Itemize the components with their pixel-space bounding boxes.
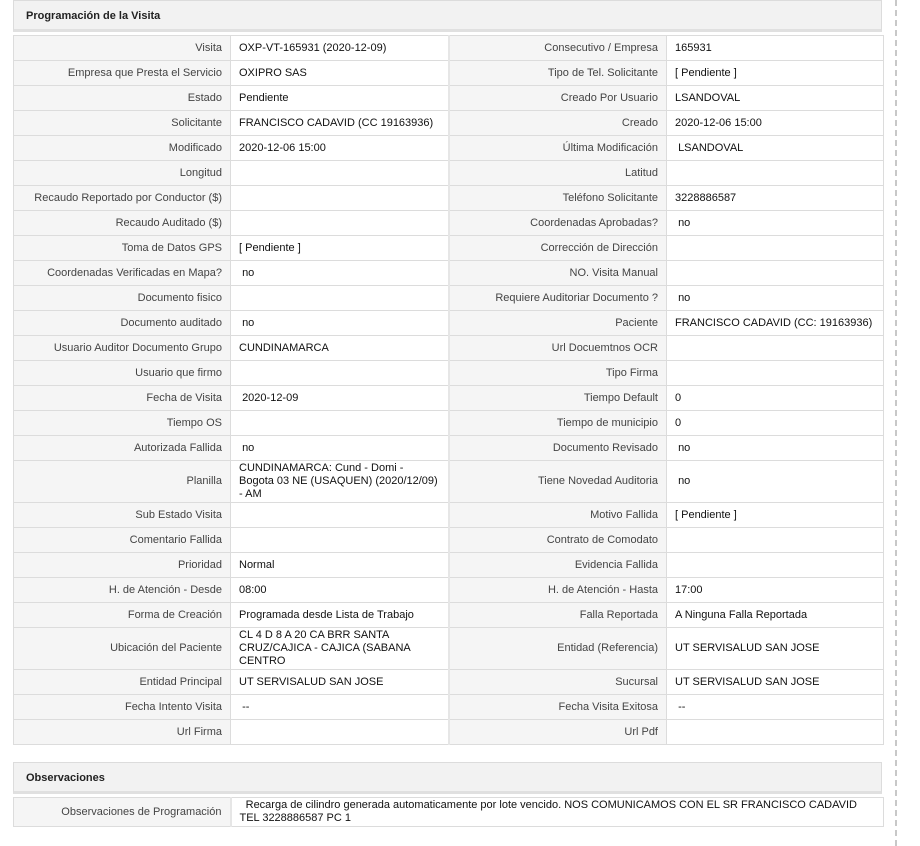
table-row	[14, 161, 884, 186]
field-label: Tiempo OS	[14, 411, 231, 436]
table-row	[14, 211, 884, 236]
field-value: 2020-12-06 15:00	[667, 111, 884, 136]
field-value	[667, 720, 884, 745]
field-label: Autorizada Fallida	[14, 436, 231, 461]
table-row	[14, 386, 884, 411]
table-row	[14, 261, 884, 286]
table-row	[14, 695, 884, 720]
field-label: Fecha de Visita	[14, 386, 231, 411]
observaciones-table	[13, 797, 884, 827]
observaciones-header	[13, 762, 882, 794]
table-row	[14, 61, 884, 86]
field-value: OXP-VT-165931 (2020-12-09)	[231, 36, 449, 61]
field-label: Usuario que firmo	[14, 361, 231, 386]
observaciones-value: Recarga de cilindro generada automaticamente por lote vencido. NOS COMUNICAMOS CON EL SR FRANCISCO CADAVID TEL 3228886587 PC 1	[231, 798, 884, 827]
table-row	[14, 236, 884, 261]
table-row	[14, 603, 884, 628]
observaciones-label: Observaciones de Programación	[14, 798, 231, 827]
field-label: Tipo de Tel. Solicitante	[449, 61, 667, 86]
field-value: 3228886587	[667, 186, 884, 211]
field-value	[231, 720, 449, 745]
field-value: [ Pendiente ]	[667, 61, 884, 86]
field-label: Forma de Creación	[14, 603, 231, 628]
table-row	[14, 186, 884, 211]
field-label: Sucursal	[449, 670, 667, 695]
field-value: Normal	[231, 553, 449, 578]
field-value	[231, 186, 449, 211]
field-label: Paciente	[449, 311, 667, 336]
field-value	[667, 261, 884, 286]
observaciones-title: Observaciones	[26, 772, 105, 784]
programacion-header	[13, 0, 882, 32]
table-row	[14, 36, 884, 61]
field-value: no	[667, 461, 884, 503]
field-label: Empresa que Presta el Servicio	[14, 61, 231, 86]
field-value	[231, 411, 449, 436]
field-label: Url Firma	[14, 720, 231, 745]
field-label: Latitud	[449, 161, 667, 186]
table-row	[14, 528, 884, 553]
field-value: --	[231, 695, 449, 720]
field-label: Coordenadas Verificadas en Mapa?	[14, 261, 231, 286]
field-value: UT SERVISALUD SAN JOSE	[667, 670, 884, 695]
field-label: Ubicación del Paciente	[14, 628, 231, 670]
table-row	[14, 578, 884, 603]
field-label: Estado	[14, 86, 231, 111]
field-value: UT SERVISALUD SAN JOSE	[667, 628, 884, 670]
field-value	[231, 161, 449, 186]
field-label: NO. Visita Manual	[449, 261, 667, 286]
page-border-dashed	[895, 0, 897, 846]
field-value: CL 4 D 8 A 20 CA BRR SANTA CRUZ/CAJICA - CAJICA (SABANA CENTRO	[231, 628, 449, 670]
field-value: no	[667, 211, 884, 236]
field-label: Sub Estado Visita	[14, 503, 231, 528]
field-value	[667, 528, 884, 553]
field-label: Creado	[449, 111, 667, 136]
field-value	[667, 236, 884, 261]
field-value: no	[231, 261, 449, 286]
field-value: Pendiente	[231, 86, 449, 111]
field-value: LSANDOVAL	[667, 136, 884, 161]
field-label: Falla Reportada	[449, 603, 667, 628]
field-value: FRANCISCO CADAVID (CC: 19163936)	[667, 311, 884, 336]
field-label: Visita	[14, 36, 231, 61]
field-label: Documento auditado	[14, 311, 231, 336]
table-row	[14, 720, 884, 745]
field-label: Url Pdf	[449, 720, 667, 745]
field-label: Modificado	[14, 136, 231, 161]
field-label: Entidad (Referencia)	[449, 628, 667, 670]
field-label: Documento Revisado	[449, 436, 667, 461]
field-label: Toma de Datos GPS	[14, 236, 231, 261]
table-row	[14, 311, 884, 336]
field-value: 0	[667, 411, 884, 436]
field-label: H. de Atención - Desde	[14, 578, 231, 603]
field-label: Tiene Novedad Auditoria	[449, 461, 667, 503]
field-label: Usuario Auditor Documento Grupo	[14, 336, 231, 361]
field-value: no	[231, 436, 449, 461]
field-value: 2020-12-09	[231, 386, 449, 411]
field-label: Longitud	[14, 161, 231, 186]
field-value: 2020-12-06 15:00	[231, 136, 449, 161]
field-label: Entidad Principal	[14, 670, 231, 695]
field-label: Solicitante	[14, 111, 231, 136]
field-label: Recaudo Reportado por Conductor ($)	[14, 186, 231, 211]
table-row	[14, 670, 884, 695]
field-value	[667, 361, 884, 386]
field-label: Motivo Fallida	[449, 503, 667, 528]
field-value: 0	[667, 386, 884, 411]
table-row	[14, 411, 884, 436]
field-label: Documento fisico	[14, 286, 231, 311]
field-value: OXIPRO SAS	[231, 61, 449, 86]
field-value	[667, 553, 884, 578]
table-row	[14, 86, 884, 111]
field-value: [ Pendiente ]	[231, 236, 449, 261]
field-label: Planilla	[14, 461, 231, 503]
table-row	[14, 628, 884, 670]
programacion-title: Programación de la Visita	[26, 10, 161, 22]
table-row	[14, 461, 884, 503]
field-label: Comentario Fallida	[14, 528, 231, 553]
field-value: A Ninguna Falla Reportada	[667, 603, 884, 628]
field-label: Creado Por Usuario	[449, 86, 667, 111]
field-label: Recaudo Auditado ($)	[14, 211, 231, 236]
field-value	[667, 161, 884, 186]
field-value: LSANDOVAL	[667, 86, 884, 111]
field-label: Corrección de Dirección	[449, 236, 667, 261]
table-row	[14, 111, 884, 136]
field-label: Fecha Intento Visita	[14, 695, 231, 720]
table-row	[14, 136, 884, 161]
table-row	[14, 361, 884, 386]
field-value: no	[231, 311, 449, 336]
field-value: 08:00	[231, 578, 449, 603]
table-row	[14, 503, 884, 528]
field-value: UT SERVISALUD SAN JOSE	[231, 670, 449, 695]
field-value: Programada desde Lista de Trabajo	[231, 603, 449, 628]
field-label: Requiere Auditoriar Documento ?	[449, 286, 667, 311]
field-label: H. de Atención - Hasta	[449, 578, 667, 603]
field-value: 165931	[667, 36, 884, 61]
field-label: Teléfono Solicitante	[449, 186, 667, 211]
table-row	[14, 436, 884, 461]
field-label: Url Docuemtnos OCR	[449, 336, 667, 361]
field-value	[231, 528, 449, 553]
field-label: Última Modificación	[449, 136, 667, 161]
field-value	[231, 286, 449, 311]
field-label: Coordenadas Aprobadas?	[449, 211, 667, 236]
field-value	[231, 211, 449, 236]
field-value	[667, 336, 884, 361]
field-value: no	[667, 436, 884, 461]
field-value: FRANCISCO CADAVID (CC 19163936)	[231, 111, 449, 136]
field-label: Tiempo Default	[449, 386, 667, 411]
field-value: --	[667, 695, 884, 720]
field-label: Tiempo de municipio	[449, 411, 667, 436]
field-value: [ Pendiente ]	[667, 503, 884, 528]
field-value	[231, 503, 449, 528]
field-label: Contrato de Comodato	[449, 528, 667, 553]
field-value: CUNDINAMARCA	[231, 336, 449, 361]
field-value: 17:00	[667, 578, 884, 603]
table-row	[14, 286, 884, 311]
visit-details-table	[13, 35, 884, 745]
field-label: Tipo Firma	[449, 361, 667, 386]
field-label: Fecha Visita Exitosa	[449, 695, 667, 720]
field-label: Prioridad	[14, 553, 231, 578]
field-value: no	[667, 286, 884, 311]
table-row	[14, 553, 884, 578]
field-value	[231, 361, 449, 386]
field-label: Evidencia Fallida	[449, 553, 667, 578]
field-value: CUNDINAMARCA: Cund - Domi - Bogota 03 NE (USAQUEN) (2020/12/09) - AM	[231, 461, 449, 503]
field-label: Consecutivo / Empresa	[449, 36, 667, 61]
table-row	[14, 336, 884, 361]
